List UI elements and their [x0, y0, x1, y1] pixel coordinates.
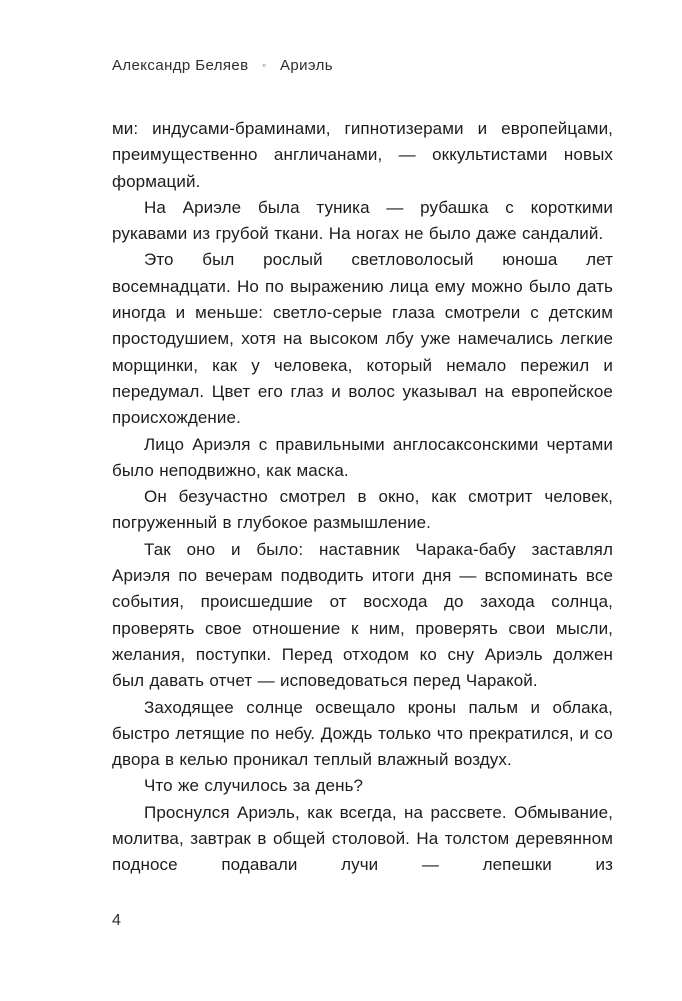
- paragraph: Он безучастно смотрел в окно, как смотрит человек, погруженный в глубокое размышление.: [112, 487, 613, 533]
- page-content: [112, 116, 613, 879]
- paragraph: На Ариэле была туника — рубашка с короткими рукавами из грубой ткани. На ногах не было даже сандалий.: [112, 197, 613, 244]
- author-name: Александр Беляев: [112, 57, 249, 74]
- paragraph: Что же случилось за день?: [144, 776, 364, 796]
- paragraph: Это был рослый светловолосый юноша лет восемнадцати. Но по выражению лица ему можно было дать иногда и меньше: светло-серые глаза смотрели с детским простодушием, хотя на высоком лбу уже намечались легкие морщинки, как у человека, который немало пережил и передумал. Цвет его глаз и волос указывал на европейское происхождение.: [112, 250, 613, 428]
- paragraph: Так оно и было: наставник Чарака-бабу заставлял Ариэля по вечерам подводить итоги дня — вспоминать все события, происшедшие от восхода до захода солнца, проверять свое отношение к ним, проверять свои мысли, желания, поступки. Перед отходом ко сну Ариэль должен был давать отчет — исповедоваться перед Чаракой.: [112, 539, 613, 691]
- paragraph: Лицо Ариэля с правильными англосаксонскими чертами было неподвижно, как маска.: [112, 434, 613, 480]
- book-title: Ариэль: [279, 57, 333, 74]
- paragraph: ми: индусами-браминами, гипнотизерами и европейцами, преимущественно англичанами, — оккультистами новых формаций.: [112, 119, 613, 191]
- page-footer: [112, 912, 121, 930]
- page-number: 4: [112, 912, 121, 929]
- running-header: [112, 57, 612, 74]
- paragraph: Заходящее солнце освещало кроны пальм и облака, быстро летящие по небу. Дождь только что прекратился, и со двора в келью проникал теплый влажный воздух.: [112, 697, 613, 770]
- paragraph: Проснулся Ариэль, как всегда, на рассвете. Обмывание, молитва, завтрак в общей столовой. На толстом деревянном подносе подавали лучи — лепешки из: [112, 802, 613, 875]
- separator-icon: ◦: [262, 60, 267, 72]
